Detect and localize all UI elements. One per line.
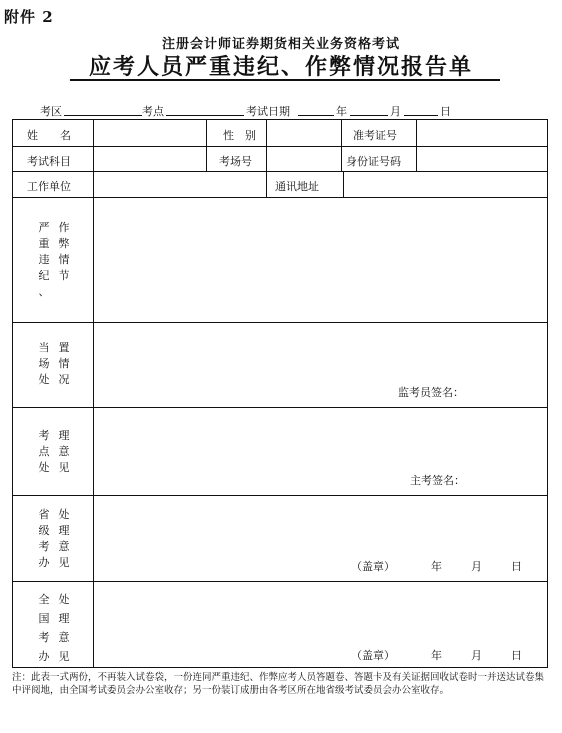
- exam-area-blank[interactable]: [64, 115, 142, 116]
- month-blank[interactable]: [350, 115, 388, 116]
- provincial-heading-col2: 处 理 意 见: [58, 508, 70, 569]
- violation-heading-col2: 作 弊 情 节: [58, 221, 70, 282]
- gender-label: 性 别: [223, 129, 256, 142]
- exam-date-label: 考试日期: [246, 105, 290, 118]
- year-label: 年: [336, 105, 347, 118]
- attachment-label: 附件 2: [4, 8, 54, 26]
- admission-no-label: 准考证号: [353, 129, 397, 142]
- national-month-label: 月: [471, 649, 482, 662]
- provincial-year-label: 年: [431, 560, 442, 573]
- month-label: 月: [390, 105, 401, 118]
- id-no-label: 身份证号码: [346, 155, 401, 168]
- national-heading-col2: 处 理 意 见: [58, 593, 70, 663]
- violation-heading-col1: 严 重 违 纪 、: [38, 221, 50, 298]
- employer-label: 工作单位: [27, 180, 71, 193]
- exam-info-row: [0, 103, 562, 119]
- national-day-label: 日: [511, 649, 522, 662]
- provincial-month-label: 月: [471, 560, 482, 573]
- proctor-signature-label: 监考员签名：: [398, 386, 464, 399]
- day-label: 日: [440, 105, 451, 118]
- provincial-seal-label: （盖章）: [351, 560, 395, 573]
- form-subtitle: 注册会计师证券期货相关业务资格考试: [161, 37, 400, 52]
- room-no-label: 考场号: [219, 155, 252, 168]
- footnote: 注：此表一式两份，不再装入试卷袋，一份连同严重违纪、作弊应考人员答题卷、答题卡及有关证据回收试卷时一并送达试卷集中评阅地，由全国考试委员会办公室收存；另一份装订成册由各考区所在地省级考试委员会办公室收存。: [12, 672, 545, 696]
- subject-label: 考试科目: [27, 155, 71, 168]
- national-year-label: 年: [431, 649, 442, 662]
- report-form-table: [12, 119, 548, 668]
- onsite-heading-col2: 置 情 况: [58, 341, 70, 386]
- provincial-day-label: 日: [511, 560, 522, 573]
- address-label: 通讯地址: [275, 180, 319, 193]
- onsite-heading-col1: 当 场 处: [38, 341, 50, 386]
- exam-site-blank[interactable]: [166, 115, 244, 116]
- day-blank[interactable]: [404, 115, 438, 116]
- national-seal-label: （盖章）: [351, 649, 395, 662]
- name-label: 姓 名: [27, 129, 71, 142]
- site-heading-col1: 考 点 处: [38, 429, 50, 474]
- title-underline: [70, 79, 500, 81]
- site-heading-col2: 理 意 见: [58, 429, 70, 474]
- chief-signature-label: 主考签名：: [410, 474, 465, 487]
- form-title: 应考人员严重违纪、作弊情况报告单: [88, 54, 473, 80]
- provincial-heading-col1: 省 级 考 办: [38, 508, 50, 569]
- national-heading-col1: 全 国 考 办: [38, 593, 50, 663]
- exam-site-label: 考点: [142, 105, 164, 118]
- year-blank[interactable]: [298, 115, 334, 116]
- exam-area-label: 考区: [40, 105, 62, 118]
